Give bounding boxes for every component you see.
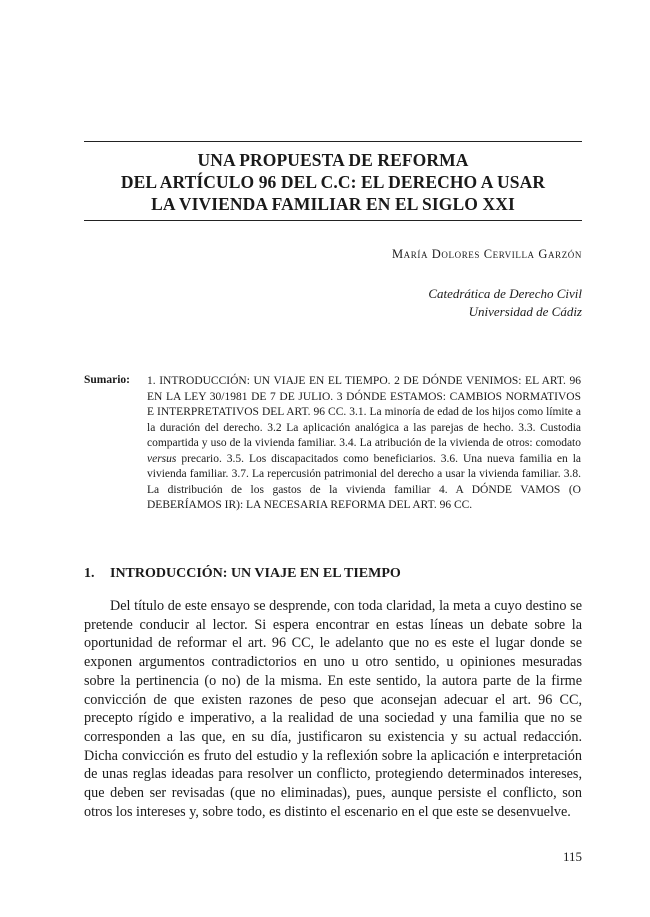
section-number: 1.: [84, 566, 95, 581]
author-name: María Dolores Cervilla Garzón: [391, 247, 582, 261]
title-line-3: LA VIVIENDA FAMILIAR EN EL SIGLO XXI: [151, 194, 515, 214]
title-line-2: DEL ARTÍCULO 96 DEL C.C: EL DERECHO A USAR: [120, 172, 546, 192]
sumario-text-part-1: 1. INTRODUCCIÓN: UN VIAJE EN EL TIEMPO. 2 DE DÓNDE VENIMOS: EL ART. 96 EN LA LEY 30/1981 DE 7 DE JULIO. 3 DÓNDE ESTAMOS: CAMBIOS NORMATIVOS E INTERPRETATIVOS DEL ART. 96 CC. 3.1. La minoría de edad de los hijos como límite a la duración del derecho. 3.2 La aplicación analógica a las parejas de hecho. 3.3. Custodia compartida y uso de la vivienda familiar. 3.4. La atribución de la vivienda de otros: comodato: [147, 375, 581, 449]
sumario-label: Sumario:: [84, 374, 130, 386]
sumario-italic-word: versus: [147, 452, 177, 465]
article-title: [84, 149, 582, 215]
sumario-text-part-2: precario. 3.5. Los discapacitados como beneficiarios. 3.6. Una nueva familia en la vivienda familiar. 3.7. La repercusión patrimonial del derecho a usar la vivienda familiar. 3.8. La distribución de los gastos de la vivienda familiar 4. A DÓNDE VAMOS (O DEBERÍAMOS IR): LA NECESARIA REFORMA DEL ART. 96 CC.: [147, 452, 581, 511]
author-affiliation: [428, 285, 582, 321]
sumario-text: [147, 374, 581, 514]
section-heading: [84, 566, 401, 582]
section-title: INTRODUCCIÓN: UN VIAJE EN EL TIEMPO: [110, 566, 401, 581]
title-bottom-rule: [84, 220, 582, 221]
title-line-1: UNA PROPUESTA DE REFORMA: [197, 150, 469, 170]
affiliation-position: Catedrática de Derecho Civil: [428, 286, 582, 301]
title-top-rule: [84, 141, 582, 142]
affiliation-institution: Universidad de Cádiz: [468, 304, 582, 319]
body-paragraph: Del título de este ensayo se desprende, con toda claridad, la meta a cuyo destino se pretende conducir al lector. Si espera encontrar en estas líneas un debate sobre la oportunidad de reformar el art. 96 CC, le adelanto que no es este el lugar donde se exponen argumentos contradictorios en uno u otro sentido, u opiniones mesuradas sobre la pertinencia (o no) de la misma. En este sentido, la autora parte de la firme convicción de que existen razones de peso que aconsejan adecuar el art. 96 CC, precepto rígido e imperativo, a la realidad de una sociedad y una familia que no se corresponden a las que, en su día, justificaron su existencia y su actual redacción. Dicha convicción es fruto del estudio y la reflexión sobre la aplicación e interpretación de unas reglas ideadas para resolver un conflicto, protegiendo determinados intereses, que deben ser revisadas (que no eliminadas), pues, aunque persiste el conflicto, son otros los intereses y, sobre todo, es distinto el escenario en el que este se desenvuelve.: [84, 598, 582, 820]
page-number: 115: [562, 849, 582, 864]
